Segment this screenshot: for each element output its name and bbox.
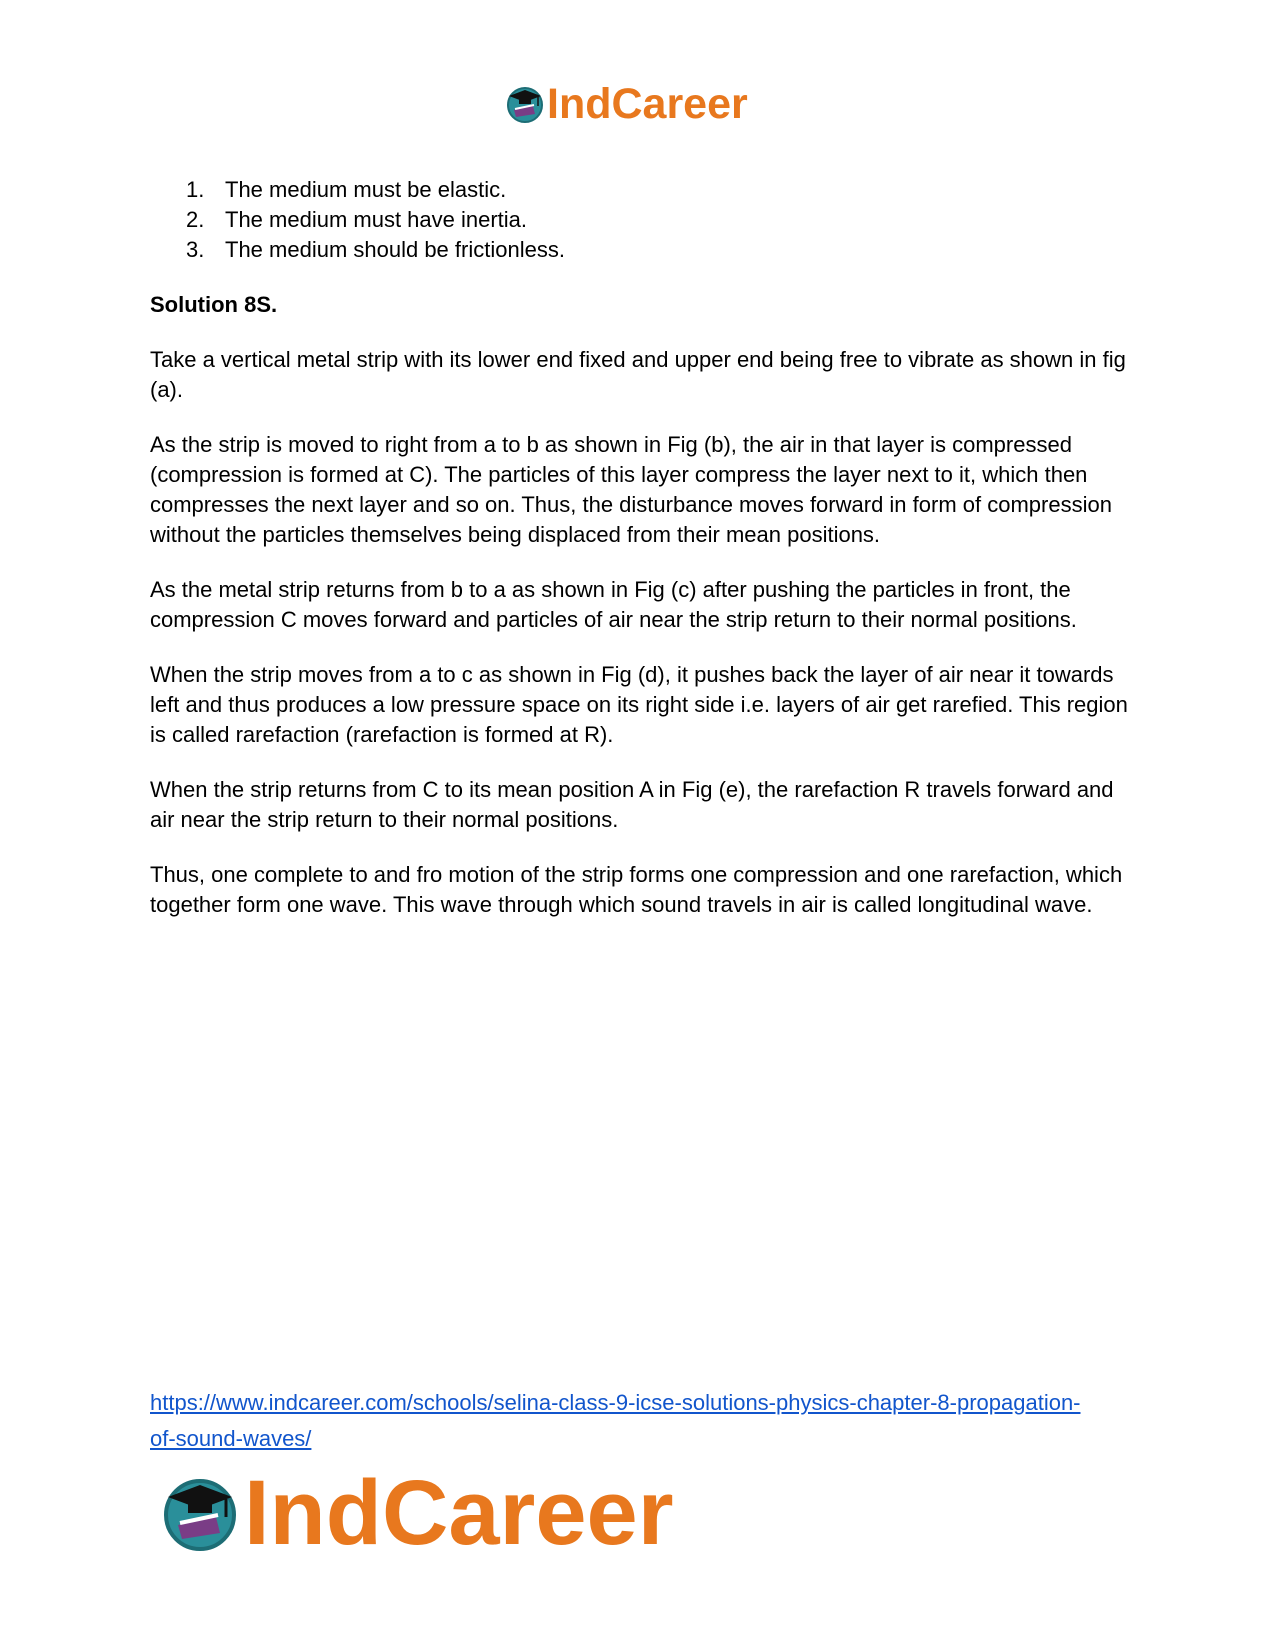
list-item: 3. The medium should be frictionless. (186, 237, 565, 262)
document-body (150, 175, 1130, 920)
solution-heading: Solution 8S. (150, 292, 278, 317)
requirements-list (150, 175, 1130, 265)
graduation-globe-icon (160, 1473, 240, 1553)
header-logo (505, 80, 748, 128)
source-link[interactable]: https://www.indcareer.com/schools/selina-class-9-icse-solutions-physics-chapter-8-propagation- of-sound-waves/ (150, 1390, 1081, 1451)
paragraph: Take a vertical metal strip with its lower end fixed and upper end being free to vibrate as shown in fig (a). (150, 347, 1126, 402)
paragraph: Thus, one complete to and fro motion of the strip forms one compression and one rarefaction, which together form one wave. This wave through which sound travels in air is called longitudinal wave. (150, 862, 1123, 917)
footer-logo (160, 1461, 674, 1564)
source-link-block (150, 1385, 1150, 1457)
paragraph: As the metal strip returns from b to a as shown in Fig (c) after pushing the particles in front, the compression C moves forward and particles of air near the strip return to their normal positions. (150, 577, 1077, 632)
list-item: 2. The medium must have inertia. (186, 207, 528, 232)
paragraph: As the strip is moved to right from a to b as shown in Fig (b), the air in that layer is compressed (compression is formed at C). The particles of this layer compress the layer next to it, which then compresses the next layer and so on. Thus, the disturbance moves forward in form of compression without the particles themselves being displaced from their mean positions. (150, 432, 1112, 547)
list-item: 1. The medium must be elastic. (186, 177, 507, 202)
paragraph: When the strip returns from C to its mean position A in Fig (e), the rarefaction R travels forward and air near the strip return to their normal positions. (150, 777, 1114, 832)
graduation-globe-icon (505, 84, 545, 124)
footer-logo-text: IndCareer (244, 1461, 674, 1564)
header-logo-text: IndCareer (547, 79, 748, 128)
paragraph: When the strip moves from a to c as shown in Fig (d), it pushes back the layer of air near it towards left and thus produces a low pressure space on its right side i.e. layers of air get rarefied. This region is called rarefaction (rarefaction is formed at R). (150, 662, 1128, 747)
